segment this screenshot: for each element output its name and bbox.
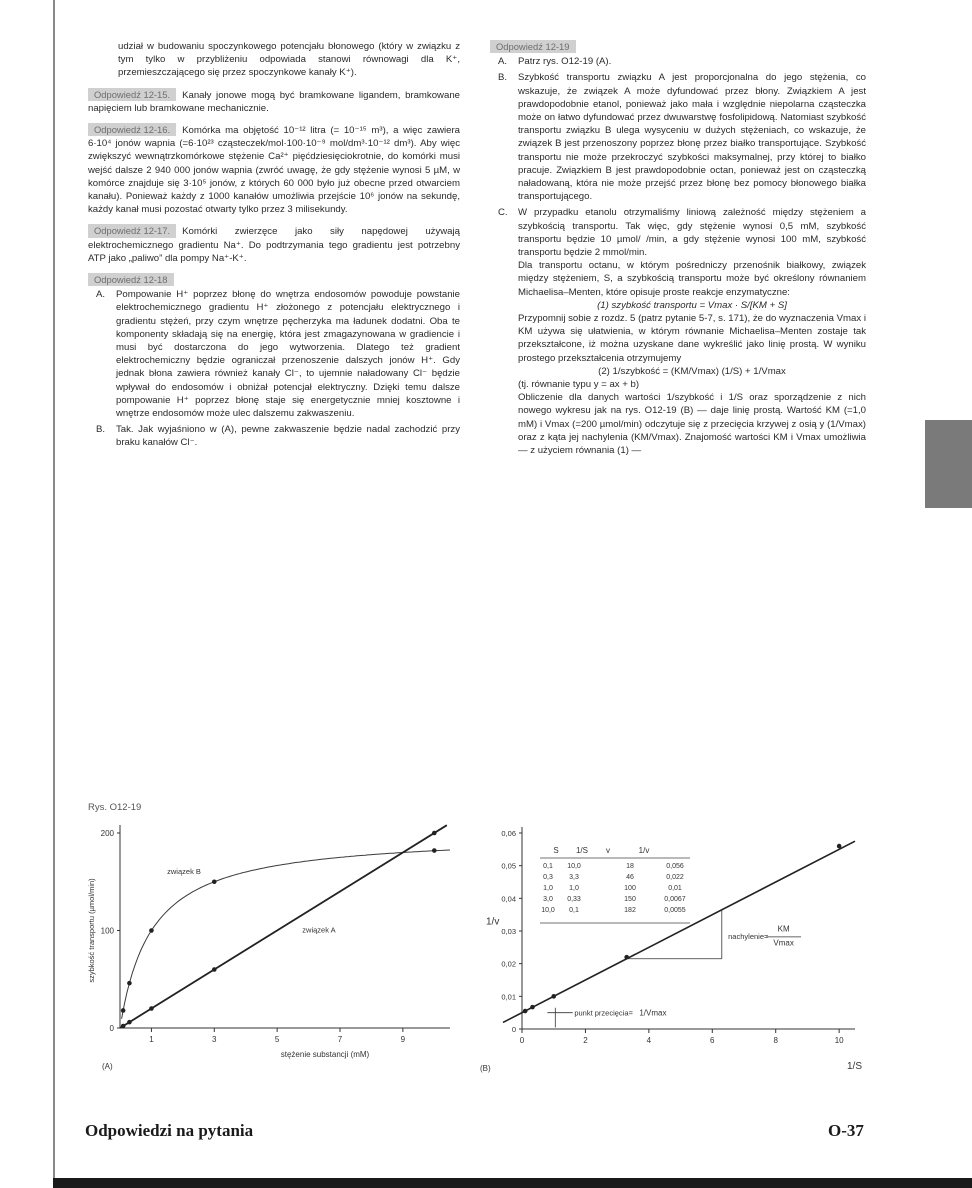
table-cell: 0,1 xyxy=(569,907,579,914)
panel-label: (A) xyxy=(102,1062,113,1071)
answer-12-15 xyxy=(88,88,460,115)
table-header: 1/S xyxy=(575,846,589,855)
figure-caption: Rys. O12-19 xyxy=(88,802,142,813)
list-item: B. Tak. Jak wyjaśniono w (A), pewne zakwaszenie będzie nadal zachodzić przy braku kanałów Cl⁻. xyxy=(96,424,460,449)
slope-denominator: Vmax xyxy=(773,938,794,948)
table-header: v xyxy=(606,846,610,855)
table-cell: 0,33 xyxy=(567,896,581,903)
paragraph: (tj. równanie typu y = ax + b) xyxy=(518,379,640,391)
right-text-column xyxy=(490,40,866,460)
y-axis-label: szybkość transportu (µmol/min) xyxy=(87,878,96,983)
equation-1: (1) szybkość transportu = Vmax · S/[KM + S] xyxy=(597,299,787,311)
paragraph: W przypadku etanolu otrzymaliśmy liniową zależność między stężeniem a szybkością transportu. Tak więc, gdy stężenie wynosi 0,5 mM, szybkość transportu będzie 10 µmol/ /min, a gdy stężenie wynosi 100 mM, szybkość transportu będzie 2 mmol/min. xyxy=(518,207,866,259)
intercept-fraction: 1/Vmax xyxy=(639,1008,667,1018)
x-tick-label: 5 xyxy=(274,1035,280,1044)
table-cell: 0,0055 xyxy=(664,907,686,914)
equation-2: (2) 1/szybkość = (KM/Vmax) (1/S) + 1/Vmax xyxy=(598,365,786,377)
data-point-a xyxy=(212,967,217,972)
chapter-thumb-tab xyxy=(925,420,972,508)
left-text-column xyxy=(88,40,460,458)
table-cell: 100 xyxy=(624,885,636,892)
x-tick-label: 7 xyxy=(337,1035,343,1044)
table-cell: 10,0 xyxy=(567,863,581,870)
list-item: B. Szybkość transportu związku A jest proporcjonalna do jego stężenia, co wskazuje, że związek A może dyfundować przez błony. Związkiem A jest prawdopodobnie etanol, ponieważ jako mała i względnie niepolarna cząsteczka może on łatwo dyfundować przez dwuwarstwę fosfolipidową. Natomiast szybkość transportu związku B ulega wysyceniu w dużych stężeniach, co wskazuje, że związek B jest przenoszony poprzez błonę przez białko transportujące. Szybkość transportu nie może przekroczyć szybkości maksymalnej, przy której to białko pracuje. Związkiem B jest prawdopodobnie octan, ponieważ jest on cząsteczką naładowaną, która nie może przejść przez błonę bez pomocy błonowego białka transportującego. xyxy=(498,72,866,203)
paragraph: Przypomnij sobie z rozdz. 5 (patrz pytanie 5-7, s. 171), że do wyznaczenia Vmax i KM używa się ułatwienia, w którym równanie Michaelisa–Menten zostaje tak przekształcone, iż można uzyskane dane wykreślić jako linię prostą. W wyniku prostego przekształcenia otrzymujemy xyxy=(518,313,866,364)
x-tick-label: 9 xyxy=(400,1035,406,1044)
list-item: A. Pompowanie H⁺ poprzez błonę do wnętrza endosomów powoduje powstanie elektrochemicznego gradientu H⁺ złożonego z potencjału elektrycznego i gradientu stężeń, przy czym wnętrze pęcherzyka ma ładunek dodatni. Oba te komponenty składają się na energię, która jest zmagazynowana w gradiencie i musi być dostarczona do jego wytworzenia. Dlatego też gradient elektrochemiczny będzie ograniczał przenoszenie dalszych jonów H⁺. Gdy jednak błona zawiera również kanały Cl⁻, to ujemnie naładowany Cl⁻ będzie wpływał do endosomów i obniżał potencjał elektryczny. Dzięki temu dalsze pompowanie H⁺ poprzez błonę staje się energetycznie mniej kosztowne i wnętrze endosomów może ulec dalszemu zakwaszeniu. xyxy=(96,289,460,420)
list-item: C. W przypadku etanolu otrzymaliśmy liniową zależność między stężeniem a szybkością transportu. Tak więc, gdy stężenie wynosi 0,5 mM, szybkość transportu będzie 10 µmol/ /min, a gdy stężenie wynosi 100 mM, szybkość transportu będzie 2 mmol/min. Dla transportu octanu, w którym pośredniczy przenośnik białkowy, związek między stężeniem, S, a szybkością transportu może być określony równaniem Michaelisa–Menten, które opisuje proste reakcje enzymatyczne: (1) szybkość transportu = Vmax · S/[KM + S] Przypomnij sobie z rozdz. 5 (patrz pytanie 5-7, s. 171), że do wyznaczenia Vmax i KM używa się ułatwienia, w którym równanie Michaelisa–Menten zostaje tak przekształcone, iż można uzyskane dane wykreślić jako linię prostą. W wyniku prostego przekształcenia otrzymujemy (2) 1/szybkość = (KM/Vmax) (1/S) + 1/Vmax (tj. równanie typu y = ax + b) Obliczenie dla danych wartości 1/szybkość i 1/S oraz sporządzenie z nich nowego wykresu jak na rys. O12-19 (B) — daje linię prostą. Wartość KM (=1,0 mM) i Vmax (=200 µmol/min) odczytuje się z przecięcia krzywej z osią y (1/Vmax) oraz z kąta jej nachylenia (KM/Vmax). Znajomość wartości KM i Vmax umożliwia — z użyciem równania (1) — xyxy=(498,207,866,457)
answer-label: Odpowiedź 12-19 xyxy=(490,40,576,53)
answer-text: Kanały jonowe mogą być bramkowane ligandem, bramkowane napięciem lub bramkowane mechanicznie. xyxy=(88,89,460,114)
page-edge xyxy=(53,0,55,1188)
table-cell: 182 xyxy=(624,907,636,914)
data-point-b xyxy=(432,848,437,853)
page-number: O-37 xyxy=(828,1121,864,1140)
slope-numerator: KM xyxy=(777,924,790,934)
answer-label: Odpowiedź 12-15. xyxy=(88,88,176,101)
y-tick-label: 0,03 xyxy=(501,927,516,936)
answer-12-17 xyxy=(88,224,460,265)
data-point-a xyxy=(127,1020,132,1025)
answer-text: Komórki zwierzęce jako siły napędowej używają elektrochemicznego gradientu Na⁺. Do podtrzymania tego gradientu jest potrzebny ATP jako „paliwo” dla pompy Na⁺-K⁺. xyxy=(88,226,460,264)
data-point-b xyxy=(127,981,132,986)
y-tick-label: 0,04 xyxy=(501,894,516,904)
paragraph: Obliczenie dla danych wartości 1/szybkość i 1/S oraz sporządzenie z nich nowego wykresu jak na rys. O12-19 (B) — daje linię prostą. Wartość KM (=1,0 mM) i Vmax (=200 µmol/min) odczytuje się z przecięcia krzywej z osią y (1/Vmax) oraz z kąta jej nachylenia (KM/Vmax). Znajomość wartości KM i Vmax umożliwia — z użyciem równania (1) — xyxy=(518,392,866,457)
y-tick-label: 200 xyxy=(100,829,114,838)
answer-label: Odpowiedź 12-16. xyxy=(88,123,176,136)
x-tick-label: 0 xyxy=(519,1036,525,1045)
chart-a xyxy=(60,815,470,1080)
answer-12-16 xyxy=(88,123,460,216)
y-tick-label: 0,05 xyxy=(501,861,516,871)
x-tick-label: 2 xyxy=(583,1036,588,1045)
answer-text: Komórka ma objętość 10⁻¹² litra (= 10⁻¹⁵ m³), a więc zawiera 6·10⁴ jonów wapnia (=6·10²³ cząsteczek/mol·100·10⁻⁹ mol/dm³·10⁻¹² dm³). Aby więc zwiększyć wewnątrzkomórkowe stężenie Ca²⁺ pięćdziesięciokrotnie, do komórki musi wejść dalsze 2 940 000 jonów wapnia (zwróć uwagę, że gdy stężenie wynosi 5 µM, w komórce znajduje się 3·10⁵ jonów, z których 60 000 było już obecne przed otwarciem kanału). Ponieważ każdy z 1000 kanałów umożliwia przejście 10⁶ jonów na sekundę, każdy kanał musi pozostać otwarty tylko przez 3 milisekundy. xyxy=(88,125,460,216)
series-b-label: związek B xyxy=(167,866,201,876)
chart-b xyxy=(470,815,890,1080)
x-tick-label: 3 xyxy=(212,1035,217,1044)
data-point xyxy=(551,994,556,999)
answer-label: Odpowiedź 12-17. xyxy=(88,224,176,237)
page-bottom-bar xyxy=(53,1178,972,1188)
table-cell: 1,0 xyxy=(543,885,553,892)
table-cell: 0,056 xyxy=(666,863,684,870)
y-tick-label: 0,02 xyxy=(501,959,516,969)
y-tick-label: 100 xyxy=(100,926,114,936)
panel-label: (B) xyxy=(480,1064,491,1073)
x-tick-label: 6 xyxy=(710,1036,715,1045)
x-tick-label: 4 xyxy=(646,1036,652,1045)
table-header: 1/v xyxy=(638,846,650,855)
table-cell: 1,0 xyxy=(569,885,579,892)
table-cell: 0,022 xyxy=(666,874,684,881)
intercept-annotation: punkt przecięcia= xyxy=(574,1008,633,1018)
data-point-b xyxy=(212,879,217,884)
series-a-line xyxy=(120,825,447,1028)
y-tick-label: 0,06 xyxy=(501,829,516,838)
table-cell: 0,0067 xyxy=(664,896,686,903)
y-tick-label: 0 xyxy=(511,1025,516,1034)
table-header: S xyxy=(553,846,559,855)
table-cell: 0,01 xyxy=(668,885,682,892)
x-tick-label: 1 xyxy=(149,1035,154,1044)
table-cell: 18 xyxy=(626,863,634,870)
y-tick-label: 0,01 xyxy=(501,992,516,1002)
table-cell: 0,1 xyxy=(543,863,553,870)
list-item: A. Patrz rys. O12-19 (A). xyxy=(498,56,612,68)
data-point-a xyxy=(121,1024,126,1029)
table-cell: 0,3 xyxy=(543,874,553,881)
intro-paragraph: udział w budowaniu spoczynkowego potencjału błonowego (który w związku z tym tylko w przybliżeniu odpowiada stanowi równowagi dla K⁺, przemieszczającego się przez spoczynkowe kanały K⁺). xyxy=(118,41,460,79)
data-point-a xyxy=(432,831,437,836)
y-tick-label: 0 xyxy=(109,1024,114,1033)
paragraph: Dla transportu octanu, w którym pośredniczy przenośnik białkowy, związek między stężeniem, S, a szybkością transportu może być określony równaniem Michaelisa–Menten, które opisuje proste reakcje enzymatyczne: xyxy=(518,260,866,298)
slope-annotation: nachylenie= xyxy=(728,932,769,942)
x-tick-label: 8 xyxy=(773,1036,778,1045)
table-cell: 150 xyxy=(624,896,636,903)
x-axis-label: 1/S xyxy=(847,1061,863,1072)
table-cell: 3,3 xyxy=(569,874,579,881)
data-point xyxy=(530,1005,535,1010)
y-axis-label: 1/v xyxy=(486,916,500,928)
data-point xyxy=(523,1009,528,1014)
table-cell: 10,0 xyxy=(541,907,555,914)
series-a-label: związek A xyxy=(302,925,336,935)
answer-label: Odpowiedź 12-18 xyxy=(88,273,174,286)
table-cell: 3,0 xyxy=(543,896,553,903)
footer-title: Odpowiedzi na pytania xyxy=(85,1121,254,1140)
data-point-a xyxy=(149,1006,154,1011)
data-point-b xyxy=(149,928,154,933)
x-axis-label: stężenie substancji (mM) xyxy=(280,1050,370,1059)
answer-12-18 xyxy=(88,273,460,450)
x-tick-label: 10 xyxy=(834,1036,844,1045)
table-cell: 46 xyxy=(626,874,634,881)
data-point-b xyxy=(121,1008,126,1013)
data-point xyxy=(837,844,842,849)
